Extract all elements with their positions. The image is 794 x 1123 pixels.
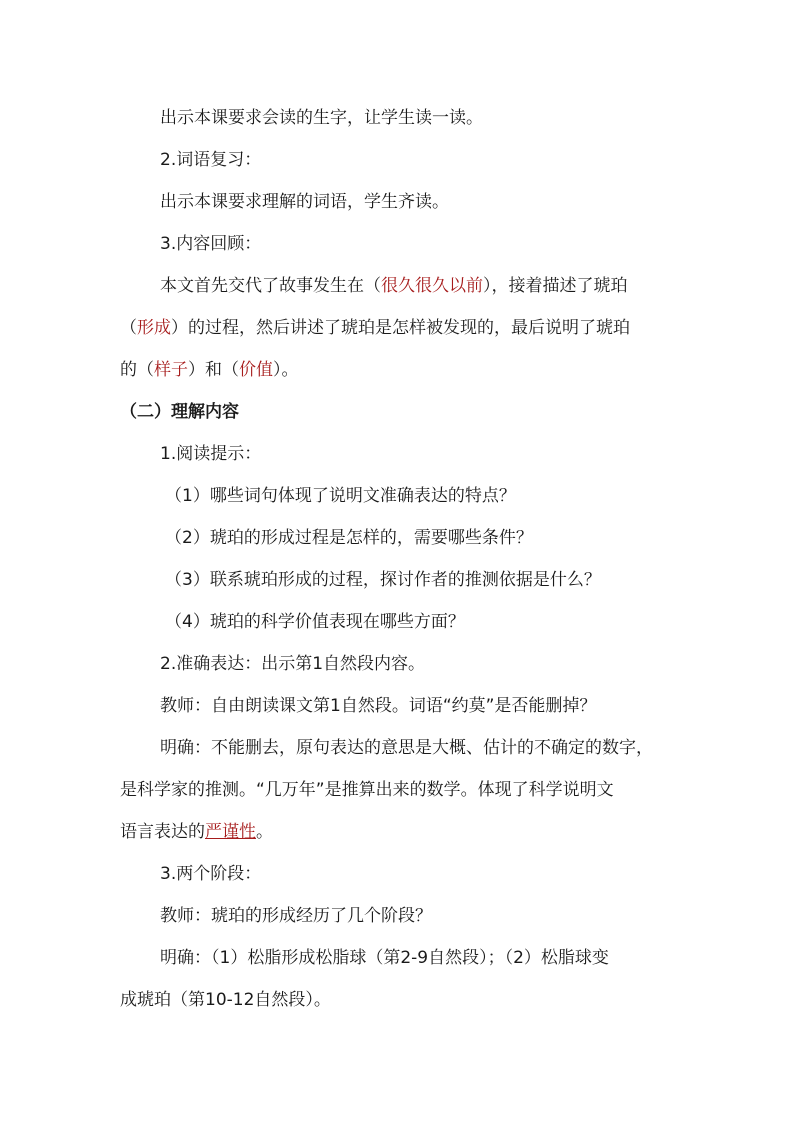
paragraph-answer-line-3 bbox=[0, 820, 794, 844]
heading-vocabulary-review: 2.词语复习： bbox=[160, 150, 262, 170]
tip-item-3: （3）联系琥珀形成的过程，探讨作者的推测依据是什么？ bbox=[165, 570, 601, 590]
paragraph-read-characters: 出示本课要求会读的生字，让学生读一读。 bbox=[160, 108, 483, 128]
paragraph-summary-line-3 bbox=[0, 358, 794, 382]
paragraph-teacher-question-1: 教师：自由朗读课文第1自然段。词语“约莫”是否能删掉？ bbox=[160, 696, 597, 716]
text-segment: ）和（ bbox=[188, 360, 239, 380]
heading-two-stages: 3.两个阶段： bbox=[160, 864, 262, 884]
paragraph-summary-line-1 bbox=[0, 274, 794, 298]
heading-accurate-expression: 2.准确表达：出示第1自然段内容。 bbox=[160, 654, 426, 674]
text-segment: 本文首先交代了故事发生在（ bbox=[160, 276, 381, 296]
text-segment: ）的过程，然后讲述了琥珀是怎样被发现的，最后说明了琥珀 bbox=[171, 318, 630, 338]
text-segment: 。 bbox=[256, 822, 273, 842]
text-segment: ），接着描述了琥珀 bbox=[483, 276, 628, 296]
paragraph-answer-line-1: 明确：不能删去，原句表达的意思是大概、估计的不确定的数字， bbox=[160, 738, 653, 758]
text-segment: ）。 bbox=[273, 360, 299, 380]
heading-content-review: 3.内容回顾： bbox=[160, 234, 262, 254]
keyword-rigor: 严谨性 bbox=[205, 822, 256, 842]
answer-formation: 形成 bbox=[137, 318, 171, 338]
paragraph-teacher-question-2: 教师：琥珀的形成经历了几个阶段？ bbox=[160, 906, 432, 926]
paragraph-answer-line-2: 是科学家的推测。“几万年”是推算出来的数学。体现了科学说明文 bbox=[120, 780, 614, 800]
paragraph-stages-line-2: 成琥珀（第10-12自然段）。 bbox=[120, 990, 331, 1010]
tip-item-1: （1）哪些词句体现了说明文准确表达的特点？ bbox=[165, 486, 516, 506]
paragraph-summary-line-2 bbox=[0, 316, 794, 340]
answer-appearance: 样子 bbox=[154, 360, 188, 380]
text-segment: （ bbox=[120, 318, 137, 338]
tip-item-2: （2）琥珀的形成过程是怎样的，需要哪些条件？ bbox=[165, 528, 533, 548]
heading-reading-tips: 1.阅读提示： bbox=[160, 444, 262, 464]
section-heading-understand-content: （二）理解内容 bbox=[120, 402, 239, 422]
text-segment: 的（ bbox=[120, 360, 154, 380]
answer-value: 价值 bbox=[239, 360, 273, 380]
answer-long-ago: 很久很久以前 bbox=[381, 276, 483, 296]
tip-item-4: （4）琥珀的科学价值表现在哪些方面？ bbox=[165, 612, 465, 632]
paragraph-read-words: 出示本课要求理解的词语，学生齐读。 bbox=[160, 192, 449, 212]
paragraph-stages-line-1: 明确：（1）松脂形成松脂球（第2-9自然段）；（2）松脂球变 bbox=[160, 948, 609, 968]
text-segment: 语言表达的 bbox=[120, 822, 205, 842]
